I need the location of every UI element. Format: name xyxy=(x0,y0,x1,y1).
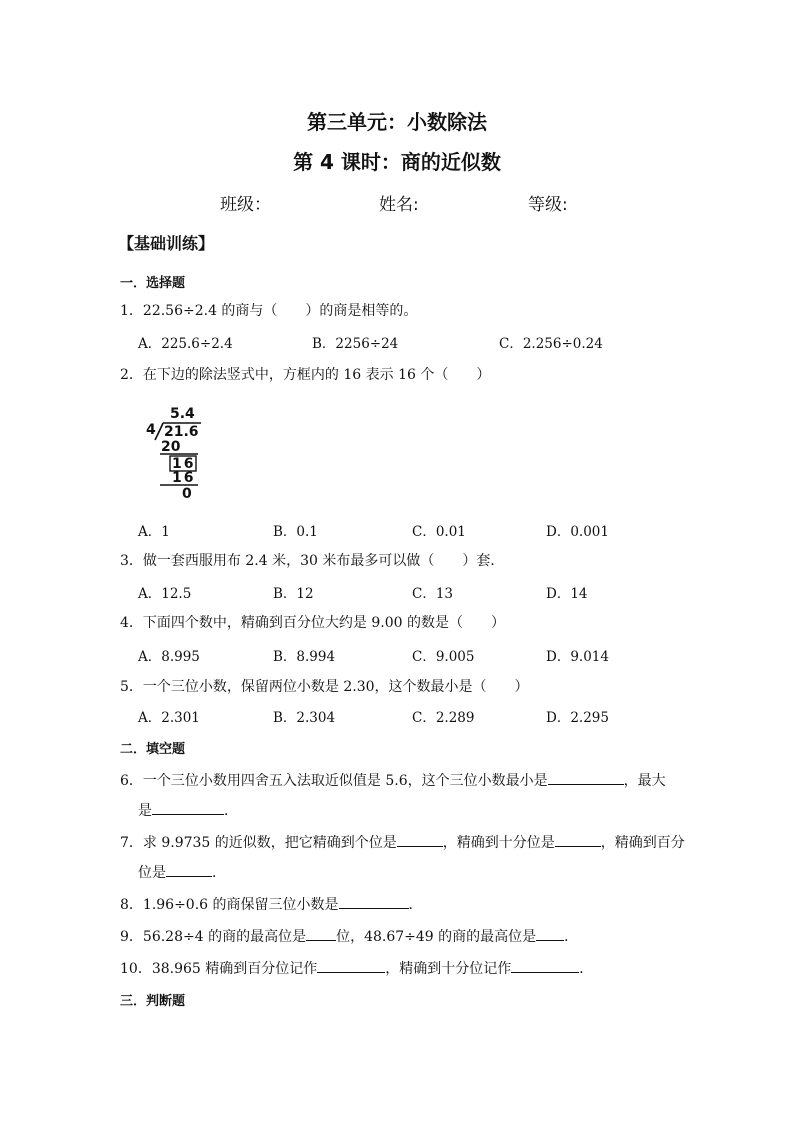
question-1: 1．22.56÷2.4 的商与（ ）的商是相等的。 xyxy=(120,303,418,319)
q7-blank-ones[interactable] xyxy=(397,832,443,847)
q7-text-4: 位是 xyxy=(138,865,166,881)
q7-blank-hundredths[interactable] xyxy=(166,862,212,877)
division-divisor: 4 xyxy=(146,422,156,438)
division-remainder: 0 xyxy=(182,486,192,502)
q10-text-2: ，精确到十分位记作 xyxy=(385,961,512,977)
q10-text-3: ． xyxy=(579,961,594,977)
q5-option-b: B．2.304 xyxy=(273,710,336,726)
class-label: 班级： xyxy=(220,195,271,215)
q6-text-3: 是 xyxy=(138,803,152,819)
q2-option-c: C．0.01 xyxy=(412,524,466,540)
question-4: 4．下面四个数中，精确到百分位大约是 9.00 的数是（ ） xyxy=(120,615,505,631)
part-judge-heading: 三．判断题 xyxy=(120,994,186,1009)
q8-text-2: ． xyxy=(408,897,423,913)
division-bracket xyxy=(146,406,216,502)
q8-blank[interactable] xyxy=(339,894,409,909)
q4-option-c: C．9.005 xyxy=(412,649,475,665)
q9-text-3: ． xyxy=(564,929,579,945)
q4-option-b: B．8.994 xyxy=(273,649,336,665)
q3-option-a: A．12.5 xyxy=(138,586,192,602)
q6-text-2: ，最大 xyxy=(623,773,666,789)
q3-option-b: B．12 xyxy=(273,586,314,602)
q6-text-4: ． xyxy=(224,803,238,819)
question-9 xyxy=(120,926,578,946)
q6-blank-min[interactable] xyxy=(548,770,624,785)
q4-option-d: D．9.014 xyxy=(546,649,609,665)
q2-option-a: A．1 xyxy=(138,524,170,540)
q5-option-c: C．2.289 xyxy=(412,710,475,726)
name-label: 姓名: xyxy=(379,195,419,215)
grade-label: 等级: xyxy=(528,195,568,215)
question-7 xyxy=(120,832,685,852)
division-step-1: 20 xyxy=(161,439,181,455)
q8-text-1: 8．1.96÷0.6 的商保留三位小数是 xyxy=(120,897,339,913)
division-step-2: 16 xyxy=(172,470,196,486)
q1-option-a: A．225.6÷2.4 xyxy=(138,336,233,352)
section-heading: 【基础训练】 xyxy=(118,234,215,253)
lesson-subtitle: 第 4 课时：商的近似数 xyxy=(293,150,501,174)
question-6-cont xyxy=(138,800,238,820)
q7-text-2: ，精确到十分位是 xyxy=(442,835,555,851)
q5-option-d: D．2.295 xyxy=(546,710,609,726)
q7-text-1: 7．求 9.9735 的近似数，把它精确到个位是 xyxy=(120,835,397,851)
worksheet-title: 第三单元：小数除法 xyxy=(307,110,487,134)
long-division-figure xyxy=(146,406,216,502)
q7-text-5: ． xyxy=(212,865,226,881)
division-boxed-16: 16 xyxy=(172,456,196,472)
q9-blank-2[interactable] xyxy=(536,926,564,941)
question-7-cont xyxy=(138,862,226,882)
q1-option-b: B．2256÷24 xyxy=(312,336,399,352)
division-dividend: 21.6 xyxy=(164,424,199,440)
question-6 xyxy=(120,770,666,790)
q10-text-1: 10．38.965 精确到百分位记作 xyxy=(120,961,318,977)
q2-option-b: B．0.1 xyxy=(273,524,318,540)
q7-text-3: ，精确到百分 xyxy=(600,835,685,851)
q10-blank-2[interactable] xyxy=(511,958,579,973)
q10-blank-1[interactable] xyxy=(317,958,385,973)
q1-option-c: C．2.256÷0.24 xyxy=(499,336,603,352)
question-5: 5．一个三位小数，保留两位小数是 2.30，这个数最小是（ ） xyxy=(120,679,529,695)
question-8 xyxy=(120,894,423,914)
q3-option-c: C．13 xyxy=(412,586,454,602)
q9-blank-1[interactable] xyxy=(306,926,336,941)
q5-option-a: A．2.301 xyxy=(138,710,200,726)
division-quotient: 5.4 xyxy=(170,406,195,422)
q9-text-1: 9．56.28÷4 的商的最高位是 xyxy=(120,929,307,945)
q6-text-1: 6．一个三位小数用四舍五入法取近似值是 5.6，这个三位小数最小是 xyxy=(120,773,548,789)
question-2: 2．在下边的除法竖式中，方框内的 16 表示 16 个（ ） xyxy=(120,367,491,383)
question-3: 3．做一套西服用布 2.4 米，30 米布最多可以做（ ）套． xyxy=(120,553,505,569)
part-choice-heading: 一．选择题 xyxy=(120,276,186,291)
q7-blank-tenths[interactable] xyxy=(555,832,601,847)
part-fill-heading: 二．填空题 xyxy=(120,742,186,757)
q6-blank-max[interactable] xyxy=(152,800,224,815)
q4-option-a: A．8.995 xyxy=(138,649,200,665)
q9-text-2: 位，48.67÷49 的商的最高位是 xyxy=(336,929,537,945)
q3-option-d: D．14 xyxy=(546,586,588,602)
question-10 xyxy=(120,958,593,978)
q2-option-d: D．0.001 xyxy=(546,524,609,540)
